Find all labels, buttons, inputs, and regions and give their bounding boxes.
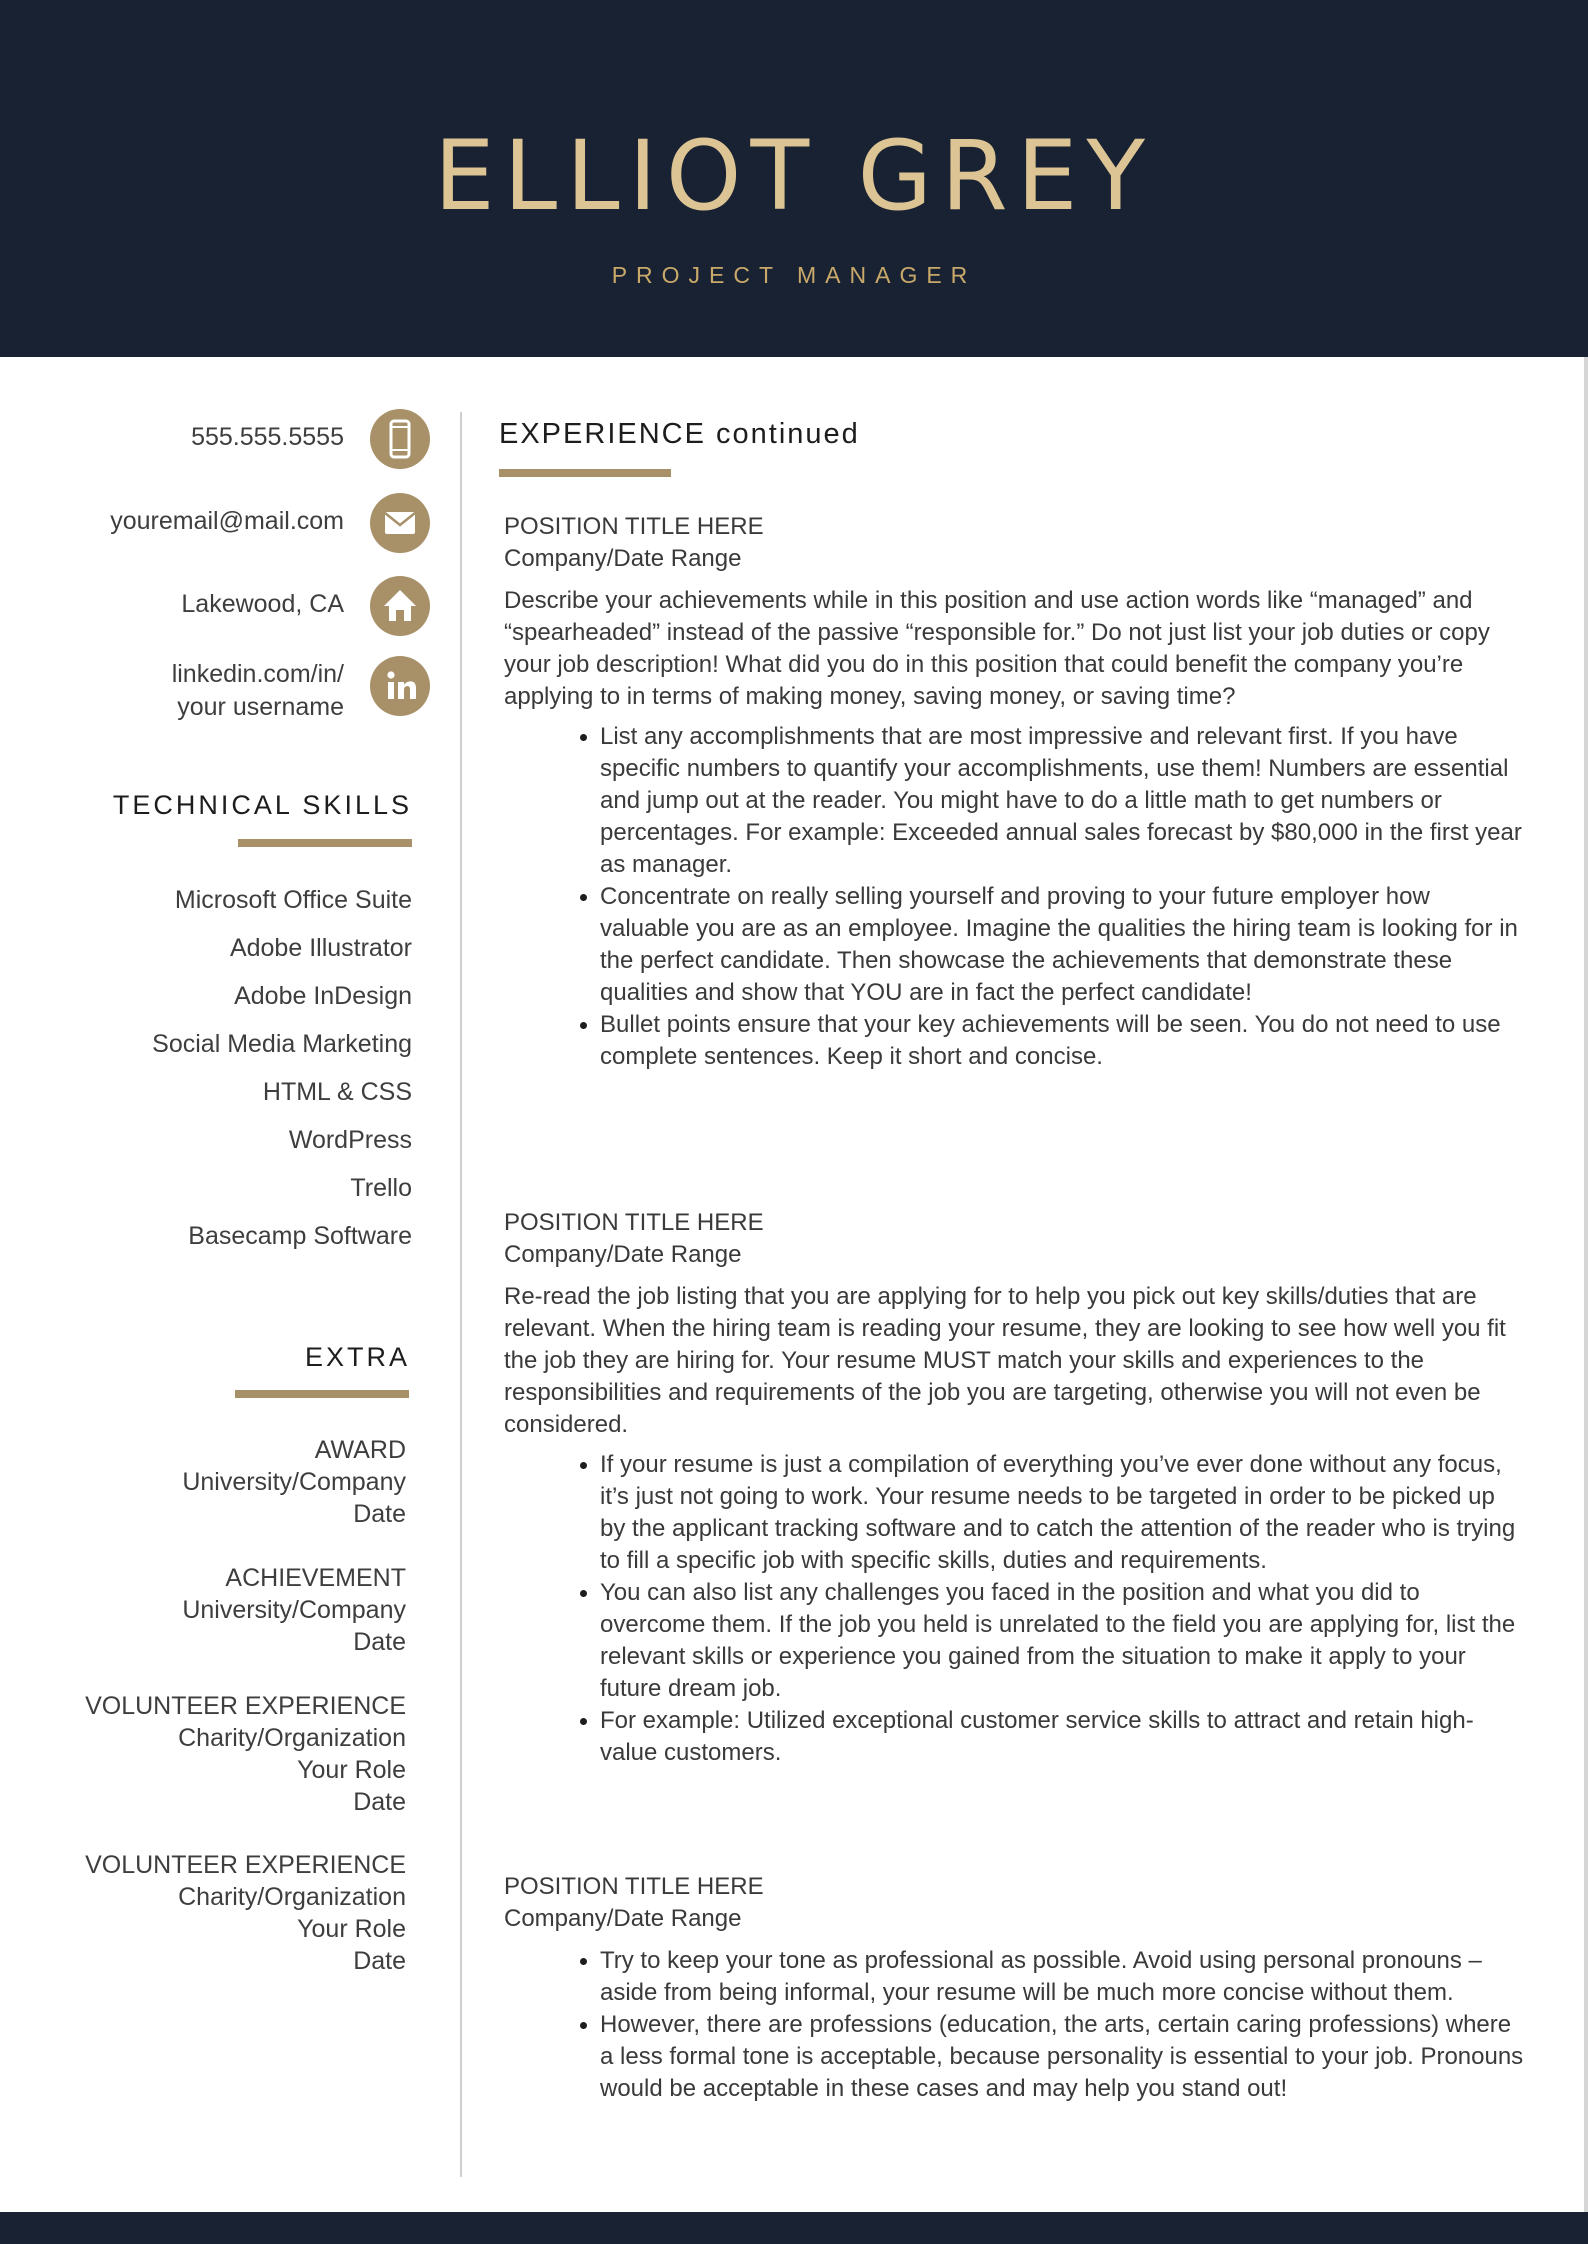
extra-volunteer-date: Date	[353, 1947, 406, 1975]
job-company: Company/Date Range	[504, 1905, 742, 1932]
extra-volunteer-date: Date	[353, 1788, 406, 1816]
job-title: POSITION TITLE HERE	[504, 1209, 764, 1236]
extra-volunteer-role: Your Role	[297, 1915, 406, 1943]
job-title: POSITION TITLE HERE	[504, 513, 764, 540]
job-bullet: • If your resume is just a compilation of everything you’ve ever done without any focus, it’s just not going to work. Your resume needs to be targeted in order to be picked up by the applicant tracking software and to catch the attention of the reader who is trying to fill a specific job with specific skills, duties and requirements.	[600, 1449, 1524, 1577]
extra-volunteer-org: Charity/Organization	[178, 1724, 406, 1752]
envelope-icon	[370, 493, 430, 553]
extra-achievement-org: University/Company	[182, 1596, 406, 1624]
skill-item: Social Media Marketing	[152, 1030, 412, 1058]
skill-item: WordPress	[288, 1126, 412, 1154]
extra-volunteer-title: VOLUNTEER EXPERIENCE	[85, 1851, 406, 1879]
contact-location	[60, 576, 430, 636]
job-bullet: • However, there are professions (education, the arts, certain caring professions) where a less formal tone is acceptable, because personality is essential to your job. Pronouns would be acceptable in these cases and may help you stand out!	[600, 2009, 1524, 2105]
location-text: Lakewood, CA	[181, 590, 344, 618]
job-description: Re-read the job listing that you are applying for to help you pick out key skills/duties that are relevant. When the hiring team is reading your resume, they are looking to see how well you fit the job they are hiring for. Your resume MUST match your skills and experiences to the responsibilities and requirements of the job you are targeting, otherwise you will not even be considered.	[504, 1283, 1506, 1438]
skill-item: HTML & CSS	[262, 1078, 412, 1106]
extra-volunteer-1	[85, 1690, 406, 1818]
skill-item: Adobe InDesign	[234, 982, 412, 1010]
extra-achievement-date: Date	[353, 1628, 406, 1656]
extra-volunteer-role: Your Role	[297, 1756, 406, 1784]
skill-item: Adobe Illustrator	[229, 934, 412, 962]
contact-email	[60, 493, 430, 553]
home-icon	[370, 576, 430, 636]
phone-text: 555.555.5555	[191, 423, 344, 451]
job-entry-3	[504, 1871, 1524, 2105]
extra-achievement-title: ACHIEVEMENT	[225, 1564, 406, 1592]
page-edge	[1584, 357, 1588, 2212]
experience-heading: EXPERIENCE continued	[499, 418, 860, 450]
header-banner	[0, 0, 1588, 357]
skills-rule	[238, 839, 412, 847]
job-role: PROJECT MANAGER	[611, 262, 977, 288]
skill-item: Microsoft Office Suite	[174, 886, 412, 914]
job-description: Describe your achievements while in this position and use action words like “managed” and “spearheaded” instead of the passive “responsible for.” Do not just list your job duties or copy your job description! What did you do in this position that could benefit the company you’re applying to in terms of making money, saving money, or saving time?	[504, 587, 1490, 710]
extra-rule	[235, 1390, 409, 1398]
extra-achievement	[182, 1562, 406, 1658]
job-bullets	[504, 721, 1524, 1073]
extra-volunteer-title: VOLUNTEER EXPERIENCE	[85, 1692, 406, 1720]
job-bullet: • List any accomplishments that are most impressive and relevant first. If you have specific numbers to quantify your accomplishments, use them! Numbers are essential and jump out at the reader. You might have to do a little math to get numbers or percentages. For example: Exceeded annual sales forecast by $80,000 in the first year as manager.	[600, 721, 1524, 881]
column-divider	[460, 412, 462, 2177]
person-name: ELLIOT GREY	[433, 120, 1155, 232]
job-company: Company/Date Range	[504, 1241, 742, 1268]
job-entry-2	[504, 1207, 1524, 1769]
email-text: youremail@mail.com	[110, 507, 344, 535]
job-title: POSITION TITLE HERE	[504, 1873, 764, 1900]
phone-icon	[370, 409, 430, 469]
job-bullet: • Bullet points ensure that your key achievements will be seen. You do not need to use complete sentences. Keep it short and concise.	[600, 1009, 1524, 1073]
skills-heading: TECHNICAL SKILLS	[112, 790, 412, 820]
job-bullet: • Concentrate on really selling yourself and proving to your future employer how valuable you are as an employee. Imagine the qualities the hiring team is looking for in the perfect candidate. Then showcase the achievements that demonstrate these qualities and show that YOU are in fact the perfect candidate!	[600, 881, 1524, 1009]
skill-item: Trello	[350, 1174, 412, 1202]
job-bullet: • For example: Utilized exceptional customer service skills to attract and retain high-value customers.	[600, 1705, 1524, 1769]
extra-award-org: University/Company	[182, 1468, 406, 1496]
extra-volunteer-2	[85, 1849, 406, 1977]
job-bullet: • Try to keep your tone as professional as possible. Avoid using personal pronouns –aside from being informal, your resume will be much more concise without them.	[600, 1945, 1524, 2009]
job-company: Company/Date Range	[504, 545, 742, 572]
extra-volunteer-org: Charity/Organization	[178, 1883, 406, 1911]
contact-linkedin	[60, 656, 430, 726]
linkedin-text	[172, 658, 344, 724]
footer-bar	[0, 2212, 1588, 2244]
extra-award-title: AWARD	[314, 1436, 406, 1464]
extra-heading: EXTRA	[304, 1342, 410, 1372]
extra-award-date: Date	[353, 1500, 406, 1528]
job-entry-1	[504, 511, 1524, 1073]
extra-award	[182, 1434, 406, 1530]
experience-rule	[499, 469, 671, 477]
job-bullet: • You can also list any challenges you faced in the position and what you did to overcome them. If the job you held is unrelated to the field you are applying for, list the relevant skills or experience you gained from the situation to make it apply to your future dream job.	[600, 1577, 1524, 1705]
linkedin-icon	[370, 656, 430, 716]
linkedin-line-1: linkedin.com/in/	[171, 660, 344, 688]
contact-phone	[60, 409, 430, 469]
job-bullets	[504, 1945, 1524, 2105]
job-bullets	[504, 1449, 1524, 1769]
linkedin-line-2: your username	[177, 693, 344, 721]
skill-item: Basecamp Software	[188, 1222, 412, 1250]
